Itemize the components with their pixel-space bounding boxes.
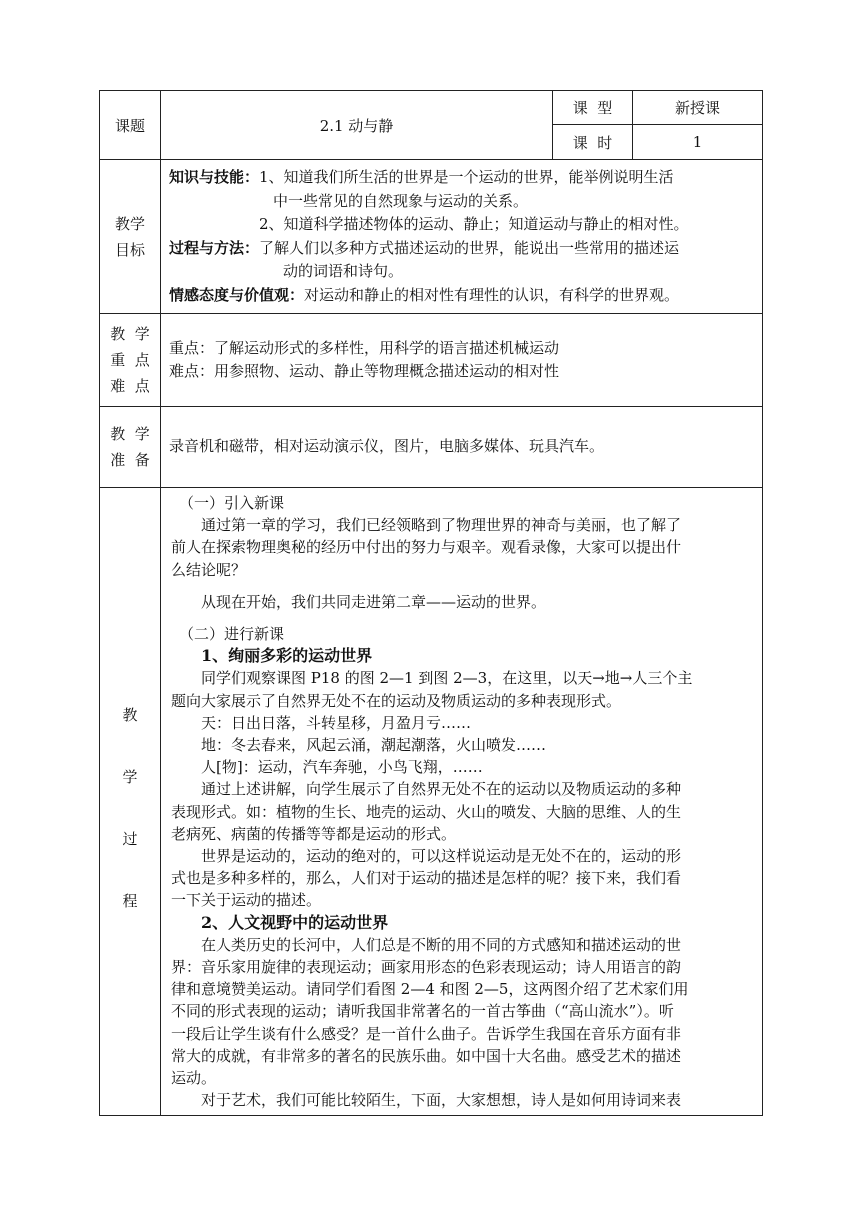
process-text: 界：音乐家用旋律的表现运动；画家用形态的色彩表现运动；诗人用语言的韵 xyxy=(171,958,682,977)
type-label-cell xyxy=(553,91,633,125)
process-text: 式也是多种多样的，那么，人们对于运动的描述是怎样的呢？接下来，我们看 xyxy=(171,869,682,888)
process-text: 律和意境赞美运动。请同学们看图 2—4 和图 2—5，这两图介绍了艺术家们用 xyxy=(171,980,689,999)
topic-value-cell xyxy=(161,91,553,160)
process-text: 前人在探索物理奥秘的经历中付出的努力与艰辛。观看录像，大家可以提出什 xyxy=(171,538,682,557)
hours-label: 课 时 xyxy=(572,133,613,152)
process-text: 通过第一章的学习，我们已经领略到了物理世界的神奇与美丽，也了解了 xyxy=(201,516,682,535)
type-value-cell xyxy=(633,91,763,125)
type-label: 课 型 xyxy=(572,99,613,117)
process-text: 在人类历史的长河中，人们总是不断的用不同的方式感知和描述运动的世 xyxy=(201,935,682,954)
section-intro-heading: （一）引入新课 xyxy=(179,494,285,512)
section-new-heading: （二）进行新课 xyxy=(179,625,285,644)
process-label-char3: 过 xyxy=(122,830,138,848)
process-label-cell xyxy=(100,488,161,1116)
process-text: 人[物]：运动，汽车奔驰，小鸟飞翔，…… xyxy=(201,758,483,777)
process-text: 常大的成就，有非常多的著名的民族乐曲。如中国十大名曲。感受艺术的描述 xyxy=(171,1046,682,1065)
process-text: 对于艺术，我们可能比较陌生，下面，大家想想，诗人是如何用诗词来表 xyxy=(201,1091,682,1110)
lesson-plan-table xyxy=(99,90,763,1116)
topic-label: 课题 xyxy=(114,116,145,135)
process-text: 通过上述讲解，向学生展示了自然界无处不在的运动以及物质运动的多种 xyxy=(201,780,682,799)
difficult-point: 难点：用参照物、运动、静止等物理概念描述运动的相对性 xyxy=(169,362,560,380)
goals-label-cell xyxy=(100,160,161,314)
hours-value: 1 xyxy=(692,133,703,151)
focus-content xyxy=(161,314,763,407)
key-point: 重点：了解运动形式的多样性，用科学的语言描述机械运动 xyxy=(169,338,560,357)
subsection-heading-2: 2、人文视野中的运动世界 xyxy=(201,912,389,932)
process-text: 题向大家展示了自然界无处不在的运动及物质运动的多种表现形式。 xyxy=(171,691,622,710)
emotion-heading: 情感态度与价值观： xyxy=(169,285,305,304)
knowledge-line3: 2、知道科学描述物体的运动、静止；知道运动与静止的相对性。 xyxy=(259,215,689,233)
process-line2: 动的词语和诗句。 xyxy=(283,262,404,280)
knowledge-heading: 知识与技能： xyxy=(169,168,260,186)
prep-label-cell xyxy=(100,407,161,488)
process-text: 一段后让学生谈有什么感受？是一首什么曲子。告诉学生我国在音乐方面有非 xyxy=(171,1024,682,1043)
hours-value-cell xyxy=(633,125,763,160)
process-text: 从现在开始，我们共同走进第二章——运动的世界。 xyxy=(201,592,547,611)
process-text: 一下关于运动的描述。 xyxy=(171,891,322,910)
process-text: 天：日出日落，斗转星移，月盈月亏…… xyxy=(201,713,472,732)
prep-label-line2: 准 备 xyxy=(110,451,150,469)
goals-content xyxy=(161,160,763,314)
process-text: 不同的形式表现的运动；请听我国非常著名的一首古筝曲（“高山流水”）。听 xyxy=(171,1002,674,1021)
prep-content xyxy=(161,407,763,488)
process-text: 么结论呢？ xyxy=(171,560,247,579)
prep-label-line1: 教 学 xyxy=(110,425,150,443)
topic-label-cell xyxy=(100,91,161,160)
process-text: 老病死、病菌的传播等等都是运动的形式。 xyxy=(171,824,457,843)
process-text: 地：冬去春来，风起云涌，潮起潮落，火山喷发…… xyxy=(201,736,547,755)
goals-label-line1: 教学 xyxy=(114,214,145,233)
focus-label-line2: 重 点 xyxy=(110,351,150,369)
process-label-char1: 教 xyxy=(122,706,138,724)
knowledge-line1: 1、知道我们所生活的世界是一个运动的世界，能举例说明生活 xyxy=(259,168,674,186)
type-value: 新授课 xyxy=(674,99,720,117)
process-heading: 过程与方法： xyxy=(169,238,260,257)
process-text: 表现形式。如：植物的生长、地壳的运动、火山的喷发、大脑的思维、人的生 xyxy=(171,802,682,821)
hours-label-cell xyxy=(553,125,633,160)
process-label-char2: 学 xyxy=(122,768,138,786)
topic-value: 2.1 动与静 xyxy=(319,116,394,135)
process-text: 世界是运动的，运动的绝对的，可以这样说运动是无处不在的，运动的形 xyxy=(201,847,682,866)
knowledge-line2: 中一些常见的自然现象与运动的关系。 xyxy=(273,191,529,210)
prep-text: 录音机和磁带，相对运动演示仪，图片，电脑多媒体、玩具汽车。 xyxy=(169,437,605,456)
focus-label-line1: 教 学 xyxy=(110,325,150,343)
subsection-heading-1: 1、绚丽多彩的运动世界 xyxy=(201,646,373,666)
process-text: 同学们观察课图 P18 的图 2—1 到图 2—3，在这里，以天→地→人三个主 xyxy=(201,669,693,688)
goals-label-line2: 目标 xyxy=(114,240,145,259)
emotion-line1: 对运动和静止的相对性有理性的认识，有科学的世界观。 xyxy=(304,285,680,304)
focus-label-cell xyxy=(100,314,161,407)
process-label-char4: 程 xyxy=(122,892,138,910)
focus-label-line3: 难 点 xyxy=(110,377,150,395)
process-line1: 了解人们以多种方式描述运动的世界，能说出一些常用的描述运 xyxy=(259,238,680,257)
process-content xyxy=(161,488,763,1116)
process-text: 运动。 xyxy=(171,1069,217,1088)
